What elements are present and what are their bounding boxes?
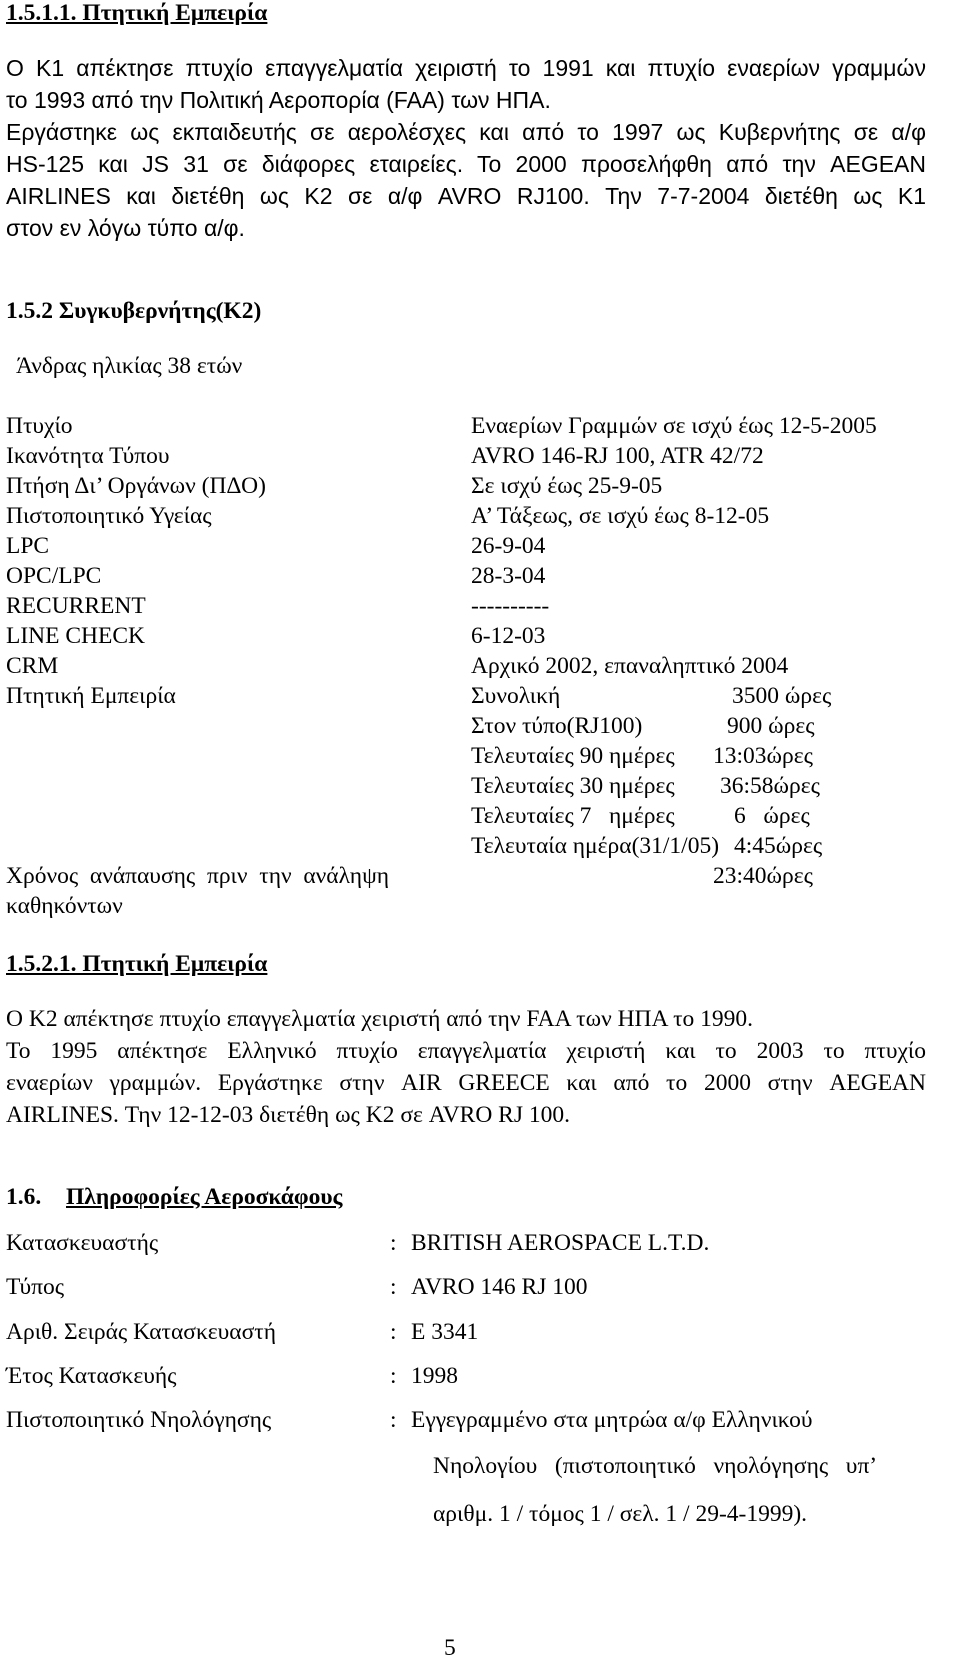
experience-item-label: Στον τύπο(RJ100) bbox=[471, 713, 643, 739]
info-label: Πτήση Δι’ Οργάνων (ΠΔΟ) bbox=[6, 473, 266, 499]
registration-cont-2: αριθμ. 1 / τόμος 1 / σελ. 1 / 29-4-1999). bbox=[433, 1501, 808, 1527]
info-row bbox=[6, 503, 936, 533]
paragraph-line: HS-125 και JS 31 σε διάφορες εταιρείες. Το 2000 προσελήφθη από την AEGEAN bbox=[6, 151, 926, 177]
experience-row bbox=[6, 713, 936, 743]
aircraft-row bbox=[6, 1363, 936, 1393]
section-heading-1521: 1.5.2.1. Πτητική Εμπειρία bbox=[6, 951, 268, 977]
experience-item-value: 13:03ώρες bbox=[713, 743, 813, 769]
info-value: 26-9-04 bbox=[471, 533, 546, 559]
aircraft-label: Τύπος bbox=[6, 1274, 65, 1300]
aircraft-value: 1998 bbox=[411, 1363, 458, 1389]
co-pilot-intro: Άνδρας ηλικίας 38 ετών bbox=[16, 353, 243, 379]
experience-label: Πτητική Εμπειρία bbox=[6, 683, 176, 709]
colon: : bbox=[390, 1319, 397, 1345]
paragraph-line: εναερίων γραμμών. Εργάστηκε στην AIR GREECE και από το 2000 στην AEGEAN bbox=[6, 1070, 926, 1096]
rest-time-label: Χρόνος ανάπαυσης πριν την ανάληψη bbox=[6, 863, 390, 889]
info-value: AVRO 146-RJ 100, ATR 42/72 bbox=[471, 443, 764, 469]
experience-item-label: Τελευταία ημέρα(31/1/05) bbox=[471, 833, 720, 859]
paragraph-line: Ο Κ1 απέκτησε πτυχίο επαγγελματία χειριστή το 1991 και πτυχίο εναερίων γραμμών bbox=[6, 55, 926, 81]
info-value: Α’ Τάξεως, σε ισχύ έως 8-12-05 bbox=[471, 503, 770, 529]
experience-item-label: Τελευταίες 90 ημέρες bbox=[471, 743, 675, 769]
paragraph-1521 bbox=[6, 1003, 926, 1131]
paragraph-line: Το 1995 απέκτησε Ελληνικό πτυχίο επαγγελματία χειριστή και το 2003 το πτυχίο bbox=[6, 1038, 926, 1064]
experience-row bbox=[6, 743, 936, 773]
aircraft-label: Πιστοποιητικό Νηολόγησης bbox=[6, 1407, 272, 1433]
experience-item-value: 4:45ώρες bbox=[734, 833, 823, 859]
info-label: Πιστοποιητικό Υγείας bbox=[6, 503, 212, 529]
aircraft-value: AVRO 146 RJ 100 bbox=[411, 1274, 588, 1300]
info-label: Πτυχίο bbox=[6, 413, 73, 439]
info-label: Ικανότητα Τύπου bbox=[6, 443, 170, 469]
rest-time-value: 23:40ώρες bbox=[713, 863, 813, 889]
paragraph-line: στον εν λόγω τύπο α/φ. bbox=[6, 215, 245, 241]
info-row bbox=[6, 593, 936, 623]
paragraph-line: AIRLINES και διετέθη ως Κ2 σε α/φ AVRO RJ100. Την 7-7-2004 διετέθη ως Κ1 bbox=[6, 183, 926, 209]
info-value: ---------- bbox=[471, 593, 550, 619]
aircraft-label: Κατασκευαστής bbox=[6, 1230, 159, 1256]
rest-time-row-cont bbox=[6, 893, 936, 923]
info-row bbox=[6, 533, 936, 563]
experience-item-label: Συνολική bbox=[471, 683, 561, 709]
paragraph-line: Εργάστηκε ως εκπαιδευτής σε αερολέσχες και από το 1997 ως Κυβερνήτης σε α/φ bbox=[6, 119, 926, 145]
info-row bbox=[6, 623, 936, 653]
info-value: Αρχικό 2002, επαναληπτικό 2004 bbox=[471, 653, 789, 679]
rest-time-row bbox=[6, 863, 936, 893]
paragraph-line: Ο Κ2 απέκτησε πτυχίο επαγγελματία χειριστή από την FAA των ΗΠΑ το 1990. bbox=[6, 1006, 754, 1032]
aircraft-row bbox=[6, 1230, 936, 1260]
rest-time-label-cont: καθηκόντων bbox=[6, 893, 123, 919]
paragraph-1511 bbox=[6, 52, 926, 244]
colon: : bbox=[390, 1407, 397, 1433]
aircraft-label: Αριθ. Σειράς Κατασκευαστή bbox=[6, 1319, 277, 1345]
aircraft-value: Εγγεγραμμένο στα μητρώα α/φ Ελληνικού bbox=[411, 1407, 813, 1433]
info-value: Σε ισχύ έως 25-9-05 bbox=[471, 473, 663, 499]
info-label: LINE CHECK bbox=[6, 623, 146, 649]
paragraph-line: AIRLINES. Την 12-12-03 διετέθη ως Κ2 σε AVRO RJ 100. bbox=[6, 1102, 570, 1128]
paragraph-line: το 1993 από την Πολιτική Αεροπορία (FAA) των ΗΠΑ. bbox=[6, 87, 551, 113]
experience-row bbox=[6, 833, 936, 863]
info-label: LPC bbox=[6, 533, 50, 559]
experience-item-value: 900 ώρες bbox=[727, 713, 815, 739]
info-row bbox=[6, 653, 936, 683]
section-heading-152: 1.5.2 Συγκυβερνήτης(Κ2) bbox=[6, 298, 262, 324]
experience-item-value: 6 ώρες bbox=[734, 803, 810, 829]
section-heading-16: Πληροφορίες Αεροσκάφους bbox=[66, 1184, 343, 1210]
colon: : bbox=[390, 1230, 397, 1256]
experience-row bbox=[6, 683, 936, 713]
info-row bbox=[6, 563, 936, 593]
info-value: 6-12-03 bbox=[471, 623, 546, 649]
experience-item-label: Τελευταίες 30 ημέρες bbox=[471, 773, 675, 799]
section-heading-1511: 1.5.1.1. Πτητική Εμπειρία bbox=[6, 0, 268, 26]
experience-item-label: Τελευταίες 7 ημέρες bbox=[471, 803, 675, 829]
info-row bbox=[6, 473, 936, 503]
colon: : bbox=[390, 1274, 397, 1300]
aircraft-row bbox=[6, 1407, 936, 1437]
page-number: 5 bbox=[444, 1635, 456, 1661]
aircraft-row bbox=[6, 1319, 936, 1349]
info-value: 28-3-04 bbox=[471, 563, 546, 589]
experience-item-value: 36:58ώρες bbox=[720, 773, 820, 799]
aircraft-value: E 3341 bbox=[411, 1319, 479, 1345]
colon: : bbox=[390, 1363, 397, 1389]
experience-item-value: 3500 ώρες bbox=[732, 683, 832, 709]
aircraft-row bbox=[6, 1274, 936, 1304]
info-label: CRM bbox=[6, 653, 59, 679]
experience-row bbox=[6, 773, 936, 803]
info-label: RECURRENT bbox=[6, 593, 146, 619]
aircraft-label: Έτος Κατασκευής bbox=[6, 1363, 177, 1389]
aircraft-value: BRITISH AEROSPACE L.T.D. bbox=[411, 1230, 710, 1256]
info-value: Εναερίων Γραμμών σε ισχύ έως 12-5-2005 bbox=[471, 413, 877, 439]
info-label: OPC/LPC bbox=[6, 563, 102, 589]
registration-cont-1: Νηολογίου (πιστοποιητικό νηολόγησης υπ’ bbox=[433, 1453, 878, 1479]
experience-row bbox=[6, 803, 936, 833]
info-row bbox=[6, 443, 936, 473]
info-row bbox=[6, 413, 936, 443]
section-heading-16-number: 1.6. bbox=[6, 1184, 42, 1210]
